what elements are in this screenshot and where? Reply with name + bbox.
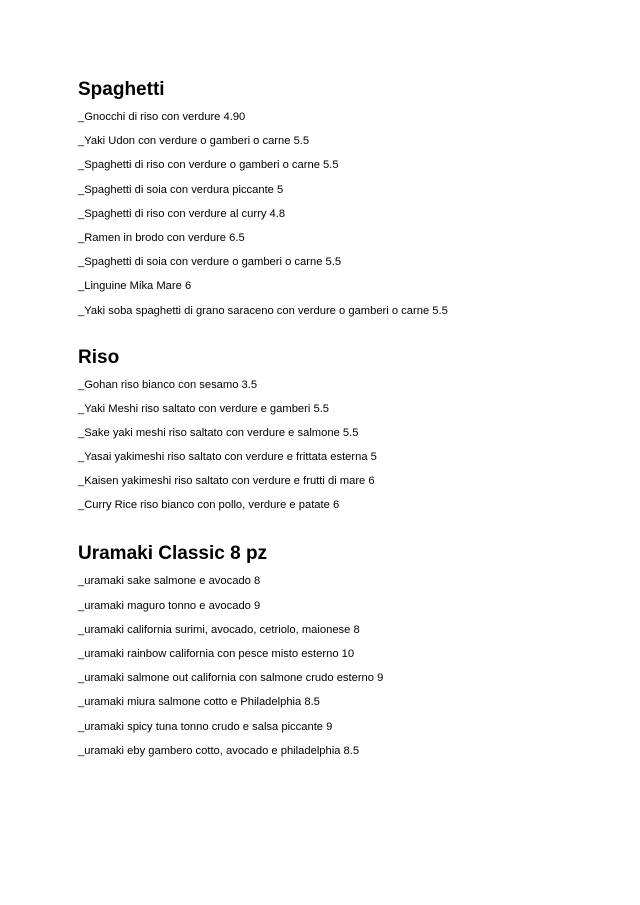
menu-item: _uramaki california surimi, avocado, cetriolo, maionese 8 bbox=[78, 623, 360, 636]
menu-item: _Spaghetti di soia con verdura piccante 5 bbox=[78, 183, 284, 196]
menu-item: _uramaki miura salmone cotto e Philadelphia 8.5 bbox=[78, 696, 320, 709]
menu-page bbox=[78, 80, 618, 768]
menu-item: _uramaki maguro tonno e avocado 9 bbox=[78, 599, 261, 612]
menu-item: _Ramen in brodo con verdure 6.5 bbox=[78, 231, 245, 244]
menu-item: _uramaki salmone out california con salmone crudo esterno 9 bbox=[78, 672, 384, 685]
menu-item: _uramaki sake salmone e avocado 8 bbox=[78, 575, 261, 588]
section-title: Uramaki Classic 8 pz bbox=[78, 543, 268, 565]
menu-item: _Sake yaki meshi riso saltato con verdure e salmone 5.5 bbox=[78, 426, 359, 439]
menu-item: _Spaghetti di riso con verdure o gamberi o carne 5.5 bbox=[78, 159, 339, 172]
menu-item: _Kaisen yakimeshi riso saltato con verdure e frutti di mare 6 bbox=[78, 475, 375, 488]
menu-item: _uramaki spicy tuna tonno crudo e salsa piccante 9 bbox=[78, 720, 333, 733]
section-spaghetti bbox=[78, 80, 618, 318]
menu-item: _Gohan riso bianco con sesamo 3.5 bbox=[78, 378, 258, 391]
menu-item: _Spaghetti di soia con verdure o gamberi o carne 5.5 bbox=[78, 256, 342, 269]
menu-item: _Curry Rice riso bianco con pollo, verdure e patate 6 bbox=[78, 499, 340, 512]
menu-item: _Spaghetti di riso con verdure al curry 4.8 bbox=[78, 207, 286, 220]
section-title: Riso bbox=[78, 346, 120, 368]
menu-item: _Yaki Udon con verdure o gamberi o carne 5.5 bbox=[78, 135, 310, 148]
section-uramaki-classic bbox=[78, 544, 618, 757]
menu-item: _Yaki Meshi riso saltato con verdure e gamberi 5.5 bbox=[78, 402, 330, 415]
menu-item: _Linguine Mika Mare 6 bbox=[78, 280, 192, 293]
menu-item: _uramaki rainbow california con pesce misto esterno 10 bbox=[78, 648, 355, 660]
section-riso bbox=[78, 348, 618, 513]
menu-item: _uramaki eby gambero cotto, avocado e philadelphia 8.5 bbox=[78, 744, 360, 757]
menu-item: _Yasai yakimeshi riso saltato con verdure e frittata esterna 5 bbox=[78, 451, 377, 464]
section-title: Spaghetti bbox=[78, 79, 165, 100]
menu-item: _Yaki soba spaghetti di grano saraceno con verdure o gamberi o carne 5.5 bbox=[78, 304, 448, 317]
menu-item: _Gnocchi di riso con verdure 4.90 bbox=[78, 111, 246, 123]
